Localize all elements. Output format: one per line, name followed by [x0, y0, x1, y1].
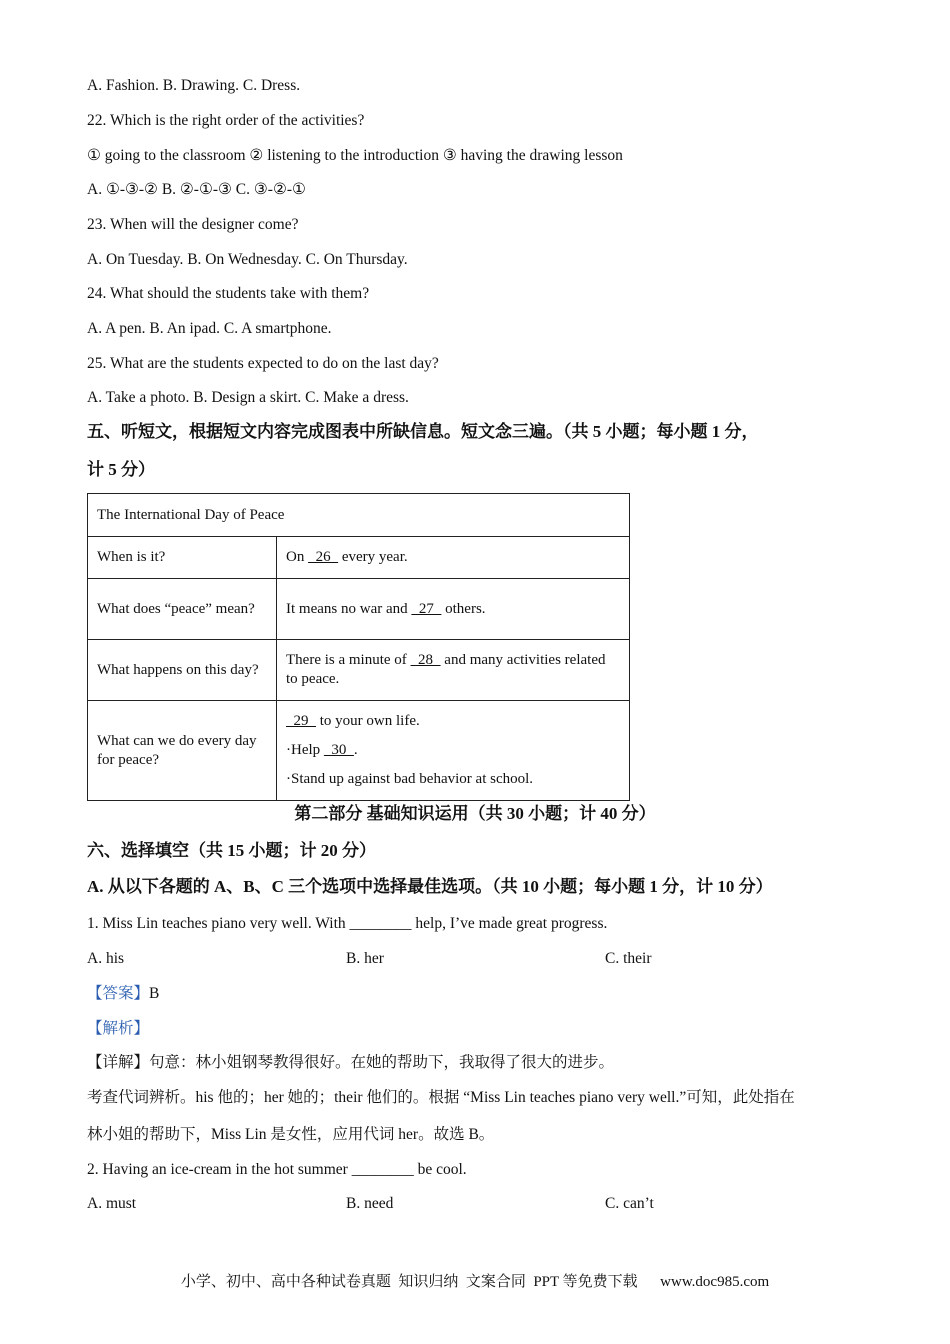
- page-footer: 小学、初中、高中各种试卷真题 知识归纳 文案合同 PPT 等免费下载 www.doc985.com: [180, 1274, 770, 1290]
- answer-tag: 【答案】: [87, 985, 150, 1002]
- table-question: What does “peace” mean?: [88, 579, 277, 640]
- table-answer: There is a minute of 28 and many activities related to peace.: [277, 640, 630, 701]
- table-row: [88, 640, 630, 701]
- blank-30: 30: [323, 742, 354, 758]
- table-question: What can we do every day for peace?: [88, 701, 277, 801]
- peace-day-table: [87, 493, 630, 801]
- blank-29: 29: [286, 713, 316, 729]
- section5-title-line1: 五、听短文，根据短文内容完成图表中所缺信息。短文念三遍。（共 5 小题；每小题 1 分，: [87, 422, 759, 441]
- q2-option-a: A. must: [87, 1195, 137, 1212]
- q1-detail: 【详解】句意：林小姐钢琴教得很好。在她的帮助下，我取得了很大的进步。: [87, 1054, 615, 1071]
- q22-question: 22. Which is the right order of the activities?: [87, 112, 365, 129]
- table-question: What happens on this day?: [88, 640, 277, 701]
- q23-options: A. On Tuesday. B. On Wednesday. C. On Thursday.: [87, 251, 408, 268]
- table-title: The International Day of Peace: [88, 494, 630, 537]
- table-answer: On 26 every year.: [277, 537, 630, 579]
- q2-option-c: C. can’t: [605, 1195, 654, 1212]
- sectionA-title: A. 从以下各题的 A、B、C 三个选项中选择最佳选项。（共 10 小题；每小题 1 分，计 10 分）: [87, 877, 773, 896]
- q1-option-b: B. her: [346, 950, 384, 967]
- blank-26: 26: [308, 549, 339, 565]
- q21-options: A. Fashion. B. Drawing. C. Dress.: [87, 77, 301, 94]
- blank-27: 27: [411, 600, 442, 617]
- table-answer: 29 to your own life. ·Help 30 . ·Stand up against bad behavior at school.: [277, 701, 630, 801]
- q25-question: 25. What are the students expected to do on the last day?: [87, 355, 439, 372]
- q24-options: A. A pen. B. An ipad. C. A smartphone.: [87, 320, 332, 337]
- q2-question: 2. Having an ice-cream in the hot summer ________ be cool.: [87, 1161, 467, 1178]
- table-row: [88, 701, 630, 801]
- q1-explanation-line2: 林小姐的帮助下，Miss Lin 是女性，应用代词 her。故选 B。: [87, 1126, 495, 1143]
- q22-items: ① going to the classroom ② listening to the introduction ③ having the drawing lesson: [87, 147, 623, 164]
- section6-title: 六、选择填空（共 15 小题；计 20 分）: [87, 841, 376, 860]
- q1-question: 1. Miss Lin teaches piano very well. With ________ help, I’ve made great progress.: [87, 915, 608, 932]
- part2-title: 第二部分 基础知识运用（共 30 小题；计 40 分）: [294, 804, 656, 823]
- q2-option-b: B. need: [346, 1195, 394, 1212]
- q1-explanation-line1: 考查代词辨析。his 他的；her 她的；their 他们的。根据 “Miss Lin teaches piano very well.”可知，此处指在: [87, 1089, 795, 1106]
- table-question: When is it?: [88, 537, 277, 579]
- q22-options: A. ①-③-② B. ②-①-③ C. ③-②-①: [87, 181, 306, 198]
- table-row: [88, 579, 630, 640]
- q1-option-a: A. his: [87, 950, 125, 967]
- q24-question: 24. What should the students take with them?: [87, 285, 370, 302]
- q25-options: A. Take a photo. B. Design a skirt. C. Make a dress.: [87, 389, 409, 406]
- analysis-tag: 【解析】: [87, 1020, 150, 1037]
- blank-28: 28: [410, 652, 441, 668]
- q1-option-c: C. their: [605, 950, 652, 967]
- table-row: [88, 537, 630, 579]
- q1-answer: 【答案】B: [87, 985, 160, 1002]
- table-answer: It means no war and 27 others.: [277, 579, 630, 640]
- q23-question: 23. When will the designer come?: [87, 216, 299, 233]
- section5-title-line2: 计 5 分）: [87, 460, 155, 479]
